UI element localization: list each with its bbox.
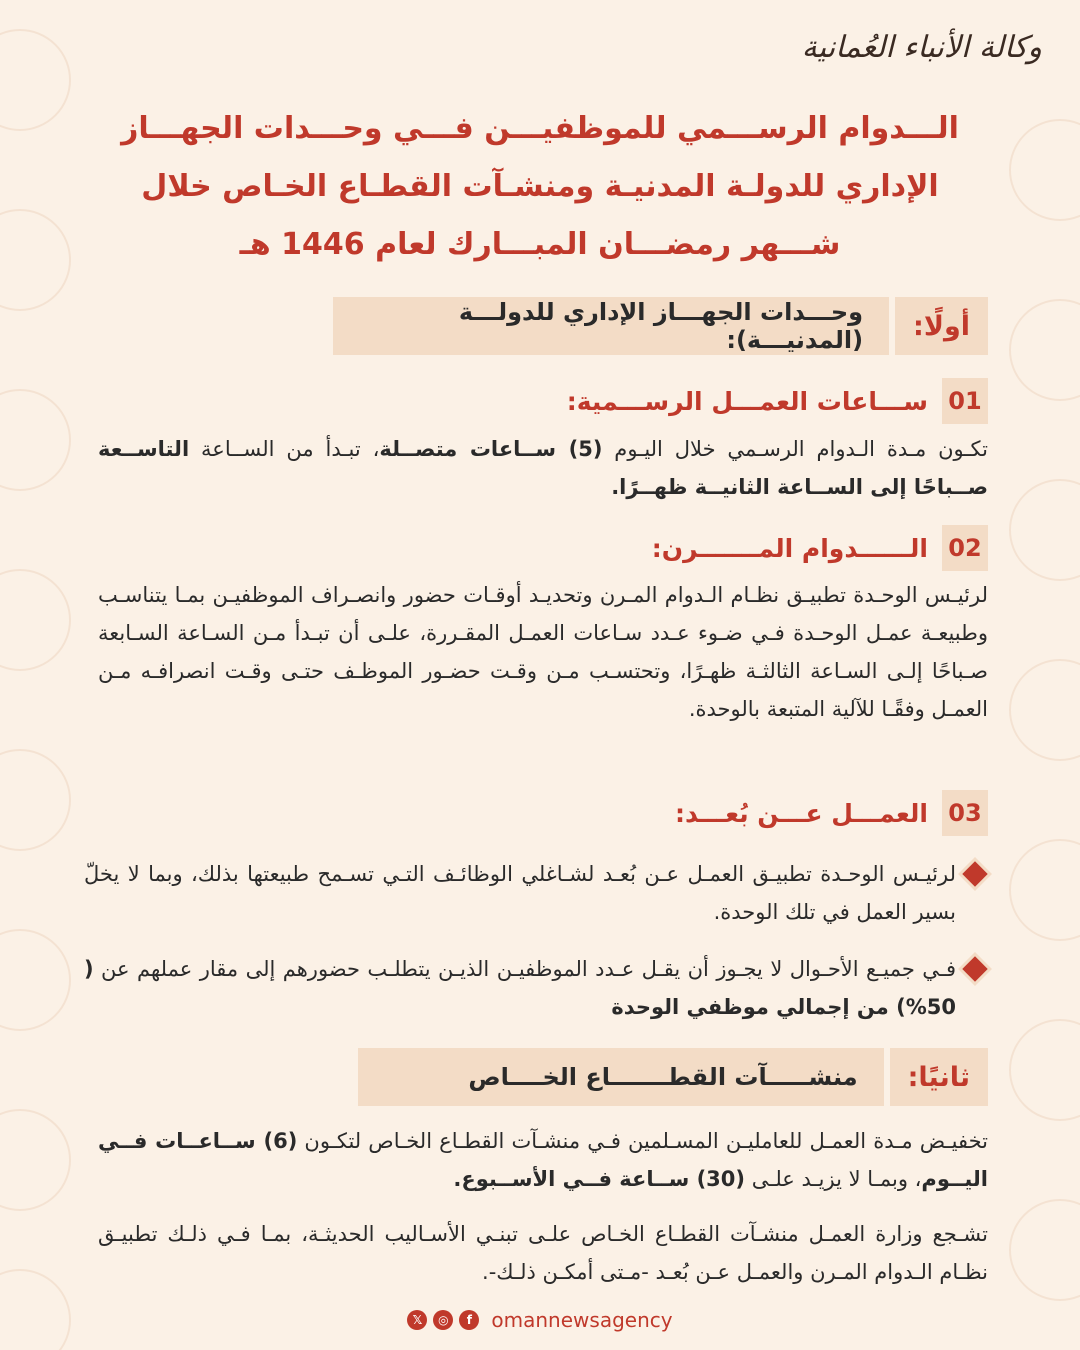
item-1-text-b: ، تبـدأ من الســاعة <box>189 437 380 461</box>
title-line-3: شـــهر رمضـــان المبـــارك لعام 1446 هـ <box>239 227 841 262</box>
item-1-number: 01 <box>942 378 988 424</box>
item-1-header <box>567 378 988 424</box>
para-3-text-a: تخفيـض مـدة العمـل للعامليـن المسـلمين فـي منشـآت القطـاع الخـاص لتكـون <box>297 1129 988 1153</box>
facebook-icon[interactable]: f <box>459 1310 479 1330</box>
agency-logo: وكالة الأنباء العُمانية <box>801 30 1042 65</box>
footer <box>0 1308 1080 1332</box>
diamond-bullet-icon <box>962 956 987 981</box>
item-3-header <box>675 790 988 836</box>
section-1-header <box>333 297 988 355</box>
bullet-item <box>84 950 984 1026</box>
item-3-title: العمـــل عـــن بُعـــد: <box>675 798 928 828</box>
social-handle[interactable]: omannewsagency <box>491 1308 673 1332</box>
section-2-title: منشـــــآت القطـــــــاع الخــــاص <box>358 1048 884 1106</box>
ministry-paragraph: تشـجع وزارة العمـل منشـآت القطـاع الخـاص علـى تبنـي الأسـاليب الحديثـة، بمـا فـي ذلـك تطبيـق نظـام الـدوام المـرن والعمـل عـن بُعـد -مـتى أمكـن ذلـك-. <box>98 1222 988 1284</box>
section-2-header <box>358 1048 988 1106</box>
section-2-label: ثانيًا: <box>890 1048 988 1106</box>
para-3-bold-a: (6) ســاعــات فــي اليــوم <box>98 1129 988 1191</box>
bullet-item <box>84 855 984 931</box>
bullet-2-text-a: فـي جميـع الأحـوال لا يجـوز أن يقـل عـدد الموظفيـن الذيـن يتطلـب حضورهم إلى مقار عملهم عن <box>93 957 956 981</box>
para-3-text-b: ، وبمـا لا يزيـد علـى <box>745 1167 922 1191</box>
diamond-bullet-icon <box>962 861 987 886</box>
instagram-icon[interactable]: ◎ <box>433 1310 453 1330</box>
item-2-paragraph: لرئيـس الوحـدة تطبيـق نظـام الـدوام المـرن وتحديـد أوقـات حضور وانصـراف الموظفيـن بمـا يتناسـب وطبيعـة عمـل الوحـدة فـي ضـوء عـدد سـاعات العمـل المقـررة، علـى أن تبـدأ مـن السـاعة السـابعة صـباحًا إلـى السـاعة الثالثـة ظهـرًا، وتحتسـب مـن وقـت حضـور الموظـف حتـى وقـت انصرافـه مـن العمـل وفقًـا للآلية المتبعة بالوحدة. <box>98 583 988 721</box>
para-3-bold-b: (30) ســاعة فــي الأســبوع. <box>453 1167 746 1191</box>
item-3-number: 03 <box>942 790 988 836</box>
item-2-header <box>652 525 988 571</box>
title-line-1: الـــدوام الرســـمي للموظفيـــن فـــي وحـــدات الجهـــاز <box>121 111 959 146</box>
section-1-label: أولًا: <box>895 297 988 355</box>
item-1-bold-a: (5) ســاعات متصــلة <box>379 437 603 461</box>
item-1-title: ســـاعات العمـــل الرســـمية: <box>566 386 928 416</box>
section-1-title: وحـــدات الجهـــاز الإداري للدولـــة (المدنيـــة): <box>333 297 889 355</box>
item-1-text-a: تكـون مـدة الـدوام الرسـمي خلال اليـوم <box>602 437 988 461</box>
private-sector-paragraph <box>98 1122 988 1198</box>
title-line-2: الإداري للدولـة المدنيـة ومنشـآت القطـاع الخـاص خلال <box>141 169 939 204</box>
bullet-2-bold: ( 50%) من إجمالي موظفي الوحدة <box>84 957 956 1019</box>
item-2-number: 02 <box>942 525 988 571</box>
page-title <box>120 100 960 274</box>
bullet-1-text: لرئيـس الوحـدة تطبيـق العمـل عـن بُعـد لشـاغلي الوظائـف التـي تسـمح طبيعتها بذلك، وبما لا يخلّ بسير العمل في تلك الوحدة. <box>84 862 956 924</box>
item-1-paragraph <box>98 430 988 506</box>
bullet-2-text <box>84 950 956 1026</box>
item-2-title: الــــــدوام المـــــــرن: <box>651 533 928 563</box>
item-1-bold-b: التاســعة صــباحًا إلى الســاعة الثانيــة ظهــرًا. <box>98 437 988 499</box>
x-icon[interactable]: 𝕏 <box>407 1310 427 1330</box>
